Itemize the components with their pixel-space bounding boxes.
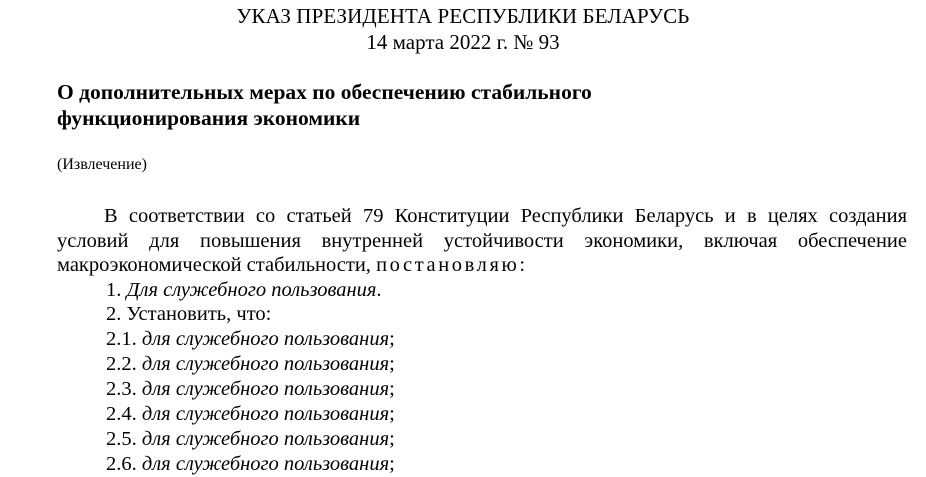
item-number: 2.4.	[106, 403, 142, 425]
item-number: 2.6.	[106, 453, 142, 475]
list-item	[106, 402, 395, 426]
decree-header: УКАЗ ПРЕЗИДЕНТА РЕСПУБЛИКИ БЕЛАРУСЬ	[236, 4, 690, 28]
item-text: для служебного пользования	[141, 403, 390, 425]
item-punct: ;	[389, 428, 395, 450]
item-punct: ;	[389, 353, 395, 375]
item-number: 2.1.	[106, 328, 142, 350]
item-text: Для служебного пользования	[126, 279, 377, 301]
list-item	[106, 302, 271, 326]
list-item	[106, 352, 395, 376]
preamble-line-2: условий для повышения внутренней устойчивости экономики, включая обеспечение	[57, 230, 907, 252]
item-punct: ;	[389, 328, 395, 350]
item-text: для служебного пользования	[141, 353, 390, 375]
list-item	[106, 452, 395, 476]
decree-keyword: постановляю	[376, 254, 520, 276]
item-punct: ;	[389, 403, 395, 425]
preamble-line-3-text: макроэкономической стабильности,	[57, 254, 377, 276]
item-text: для служебного пользования	[141, 453, 390, 475]
item-number: 1.	[106, 279, 127, 301]
decree-date-number: 14 марта 2022 г. № 93	[366, 30, 560, 54]
item-number: 2.5.	[106, 428, 142, 450]
item-text: для служебного пользования	[141, 328, 390, 350]
item-text: для служебного пользования	[141, 378, 390, 400]
list-item	[106, 278, 382, 302]
preamble-line-1: В соответствии со статьей 79 Конституции Республики Беларусь и в целях создания	[104, 205, 907, 227]
list-item	[106, 377, 395, 401]
item-number: 2.2.	[106, 353, 142, 375]
title-line-1: О дополнительных мерах по обеспечению стабильного	[57, 80, 592, 104]
item-text: Установить, что:	[126, 303, 272, 325]
preamble-line-3-colon: :	[519, 254, 526, 276]
item-punct: ;	[389, 378, 395, 400]
title-line-2: функционирования экономики	[57, 106, 361, 130]
item-number: 2.	[106, 303, 127, 325]
preamble-line-3	[57, 253, 907, 277]
item-punct: ;	[389, 453, 395, 475]
item-punct: .	[376, 279, 382, 301]
item-number: 2.3.	[106, 378, 142, 400]
list-item	[106, 327, 395, 351]
extract-note: (Извлечение)	[57, 156, 147, 173]
decree-title	[57, 79, 592, 131]
list-item	[106, 427, 395, 451]
item-text: для служебного пользования	[141, 428, 390, 450]
